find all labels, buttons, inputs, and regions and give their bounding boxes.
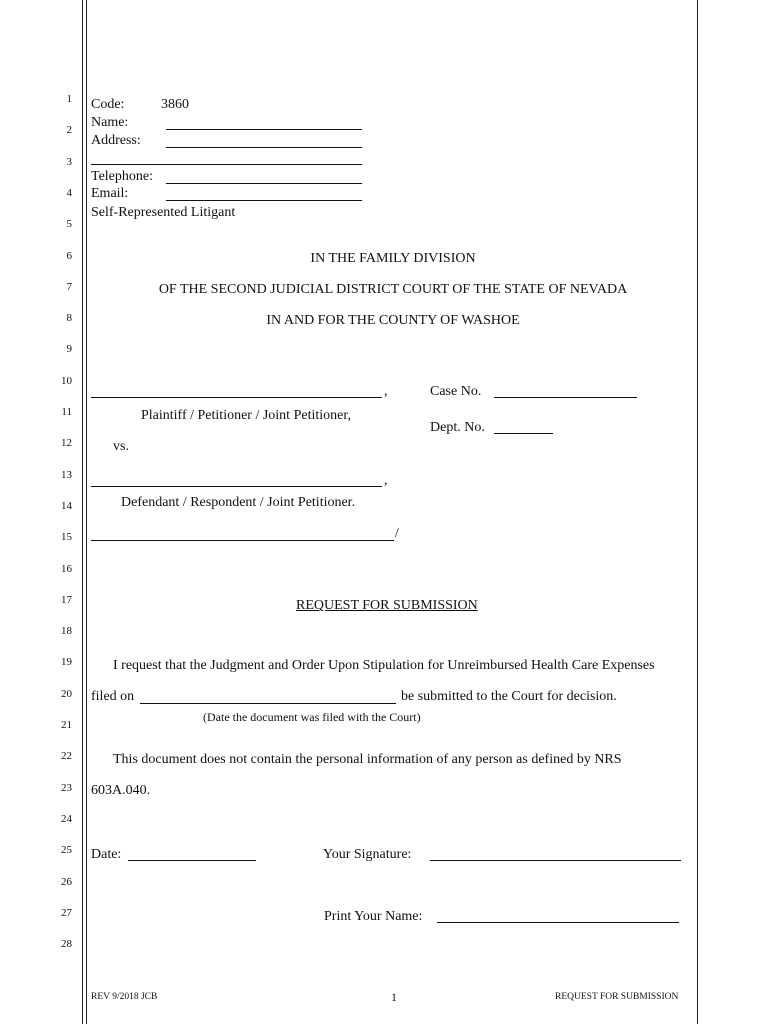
line-number: 27 — [61, 907, 72, 919]
plaintiff-comma: , — [384, 384, 388, 399]
line-number: 14 — [61, 500, 72, 512]
court-line-3: IN AND FOR THE COUNTY OF WASHOE — [266, 313, 520, 328]
dept-no-label: Dept. No. — [430, 420, 485, 435]
name-field-line[interactable] — [166, 129, 362, 130]
left-margin-rule-outer — [82, 0, 83, 1024]
submitted-text: be submitted to the Court for decision. — [401, 689, 617, 704]
request-text: I request that the Judgment and Order Upon Stipulation for Unreimbursed Health Care Expenses — [113, 658, 655, 673]
line-number: 5 — [66, 218, 72, 230]
litigant-label: Self-Represented Litigant — [91, 205, 236, 220]
case-no-field-line[interactable] — [494, 397, 637, 398]
line-number: 3 — [66, 156, 72, 168]
document-title: REQUEST FOR SUBMISSION — [296, 598, 478, 613]
line-number: 15 — [61, 531, 72, 543]
line-number: 10 — [61, 375, 72, 387]
line-number: 1 — [66, 93, 72, 105]
line-number: 9 — [66, 343, 72, 355]
telephone-field-line[interactable] — [166, 183, 362, 184]
print-name-field-line[interactable] — [437, 922, 679, 923]
nrs-line-2: 603A.040. — [91, 783, 151, 798]
line-number: 12 — [61, 437, 72, 449]
code-value: 3860 — [161, 97, 189, 112]
date-hint: (Date the document was filed with the Court) — [203, 710, 421, 724]
line-number: 20 — [61, 688, 72, 700]
filed-on-label: filed on — [91, 689, 135, 704]
filed-on-date-line[interactable] — [140, 703, 396, 704]
caption-closing-line — [91, 540, 394, 541]
line-number: 6 — [66, 250, 72, 262]
line-number: 17 — [61, 594, 72, 606]
defendant-comma: , — [384, 473, 388, 488]
address-field-line-2[interactable] — [91, 164, 362, 165]
plaintiff-name-line[interactable] — [91, 397, 382, 398]
line-number: 24 — [61, 813, 72, 825]
line-number: 21 — [61, 719, 72, 731]
line-number: 25 — [61, 844, 72, 856]
case-no-label: Case No. — [430, 384, 482, 399]
line-number: 23 — [61, 782, 72, 794]
date-field-line[interactable] — [128, 860, 256, 861]
court-line-2: OF THE SECOND JUDICIAL DISTRICT COURT OF THE STATE OF NEVADA — [158, 282, 628, 297]
telephone-label: Telephone: — [91, 169, 153, 184]
caption-slash: / — [395, 526, 399, 541]
code-label: Code: — [91, 97, 125, 112]
line-number: 2 — [66, 124, 72, 136]
dept-no-field-line[interactable] — [494, 433, 553, 434]
line-number: 7 — [66, 281, 72, 293]
footer-page-number: 1 — [391, 990, 397, 1004]
name-label: Name: — [91, 115, 129, 130]
footer-document-title: REQUEST FOR SUBMISSION — [555, 992, 679, 1002]
court-line-1: IN THE FAMILY DIVISION — [310, 251, 476, 266]
signature-field-line[interactable] — [430, 860, 681, 861]
your-signature-label: Your Signature: — [323, 847, 412, 862]
footer-revision: REV 9/2018 JCB — [91, 992, 158, 1002]
email-field-line[interactable] — [166, 200, 362, 201]
date-label: Date: — [91, 847, 122, 862]
line-number: 28 — [61, 938, 72, 950]
line-number: 19 — [61, 656, 72, 668]
address-label: Address: — [91, 133, 141, 148]
line-number: 11 — [61, 406, 72, 418]
defendant-label: Defendant / Respondent / Joint Petitioner. — [121, 495, 356, 510]
line-number: 4 — [66, 187, 72, 199]
right-margin-rule — [697, 0, 698, 1024]
line-number: 16 — [61, 563, 72, 575]
line-number: 18 — [61, 625, 72, 637]
vs-label: vs. — [113, 439, 129, 454]
defendant-name-line[interactable] — [91, 486, 382, 487]
email-label: Email: — [91, 186, 129, 201]
line-number: 13 — [61, 469, 72, 481]
plaintiff-label: Plaintiff / Petitioner / Joint Petitioner, — [141, 408, 351, 423]
nrs-line-1: This document does not contain the personal information of any person as defined by NRS — [113, 752, 622, 767]
left-margin-rule-inner — [86, 0, 87, 1024]
address-field-line-1[interactable] — [166, 147, 362, 148]
print-name-label: Print Your Name: — [324, 909, 423, 924]
line-number: 22 — [61, 750, 72, 762]
line-number: 8 — [66, 312, 72, 324]
line-number: 26 — [61, 876, 72, 888]
